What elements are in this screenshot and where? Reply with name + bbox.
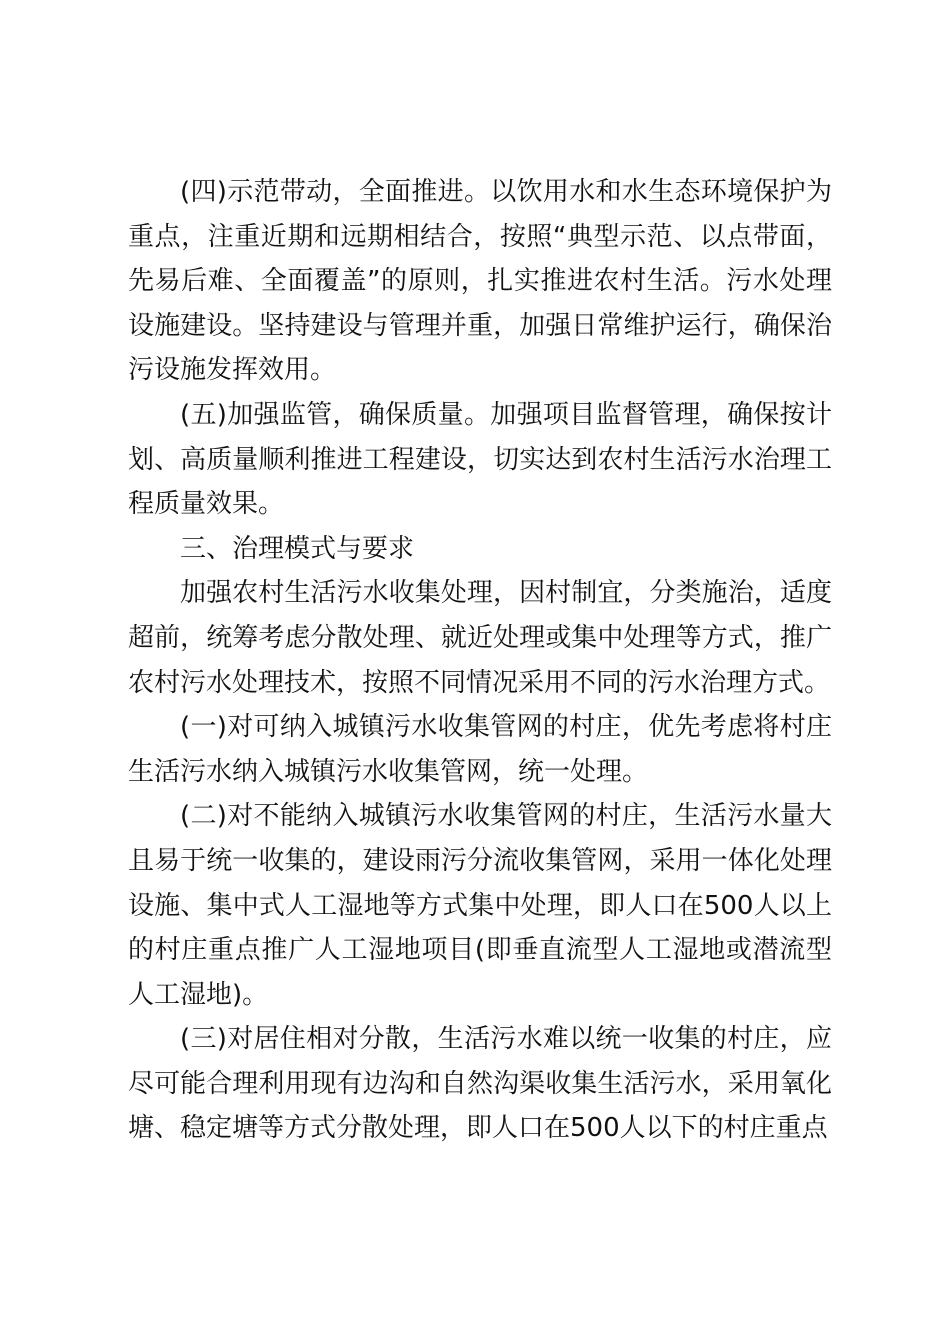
paragraph-sewage-collection: 加强农村生活污水收集处理，因村制宜，分类施治，适度超前，统筹考虑分散处理、就近处理或集中处理等方式，推广农村污水处理技术，按照不同情况采用不同的污水治理方式。 — [128, 578, 832, 698]
paragraph-item-two: (二)对不能纳入城镇污水收集管网的村庄，生活污水量大且易于统一收集的，建设雨污分流收集管网，采用一体化处理设施、集中式人工湿地等方式集中处理，即人口在500人以上的村庄重点推广人工湿地项目(即垂直流型人工湿地或潜流型人工湿地)。 — [128, 801, 832, 1010]
section-heading-governance-mode: 三、治理模式与要求 — [180, 533, 415, 564]
paragraph-item-one: (一)对可纳入城镇污水收集管网的村庄，优先考虑将村庄生活污水纳入城镇污水收集管网，统一处理。 — [128, 712, 832, 787]
paragraph-item-three: (三)对居住相对分散，生活污水难以统一收集的村庄，应尽可能合理利用现有边沟和自然沟渠收集生活污水，采用氧化塘、稳定塘等方式分散处理，即人口在500人以下的村庄重点 — [128, 1024, 832, 1144]
paragraph-demonstration-promotion: (四)示范带动，全面推进。以饮用水和水生态环境保护为重点，注重近期和远期相结合，按照“典型示范、以点带面，先易后难、全面覆盖”的原则，扎实推进农村生活。污水处理设施建设。坚持建设与管理并重，加强日常维护运行，确保治污设施发挥效用。 — [128, 177, 832, 386]
document-body — [128, 170, 832, 1151]
paragraph-supervision-quality: (五)加强监管，确保质量。加强项目监督管理，确保按计划、高质量顺利推进工程建设，切实达到农村生活污水治理工程质量效果。 — [128, 399, 832, 520]
